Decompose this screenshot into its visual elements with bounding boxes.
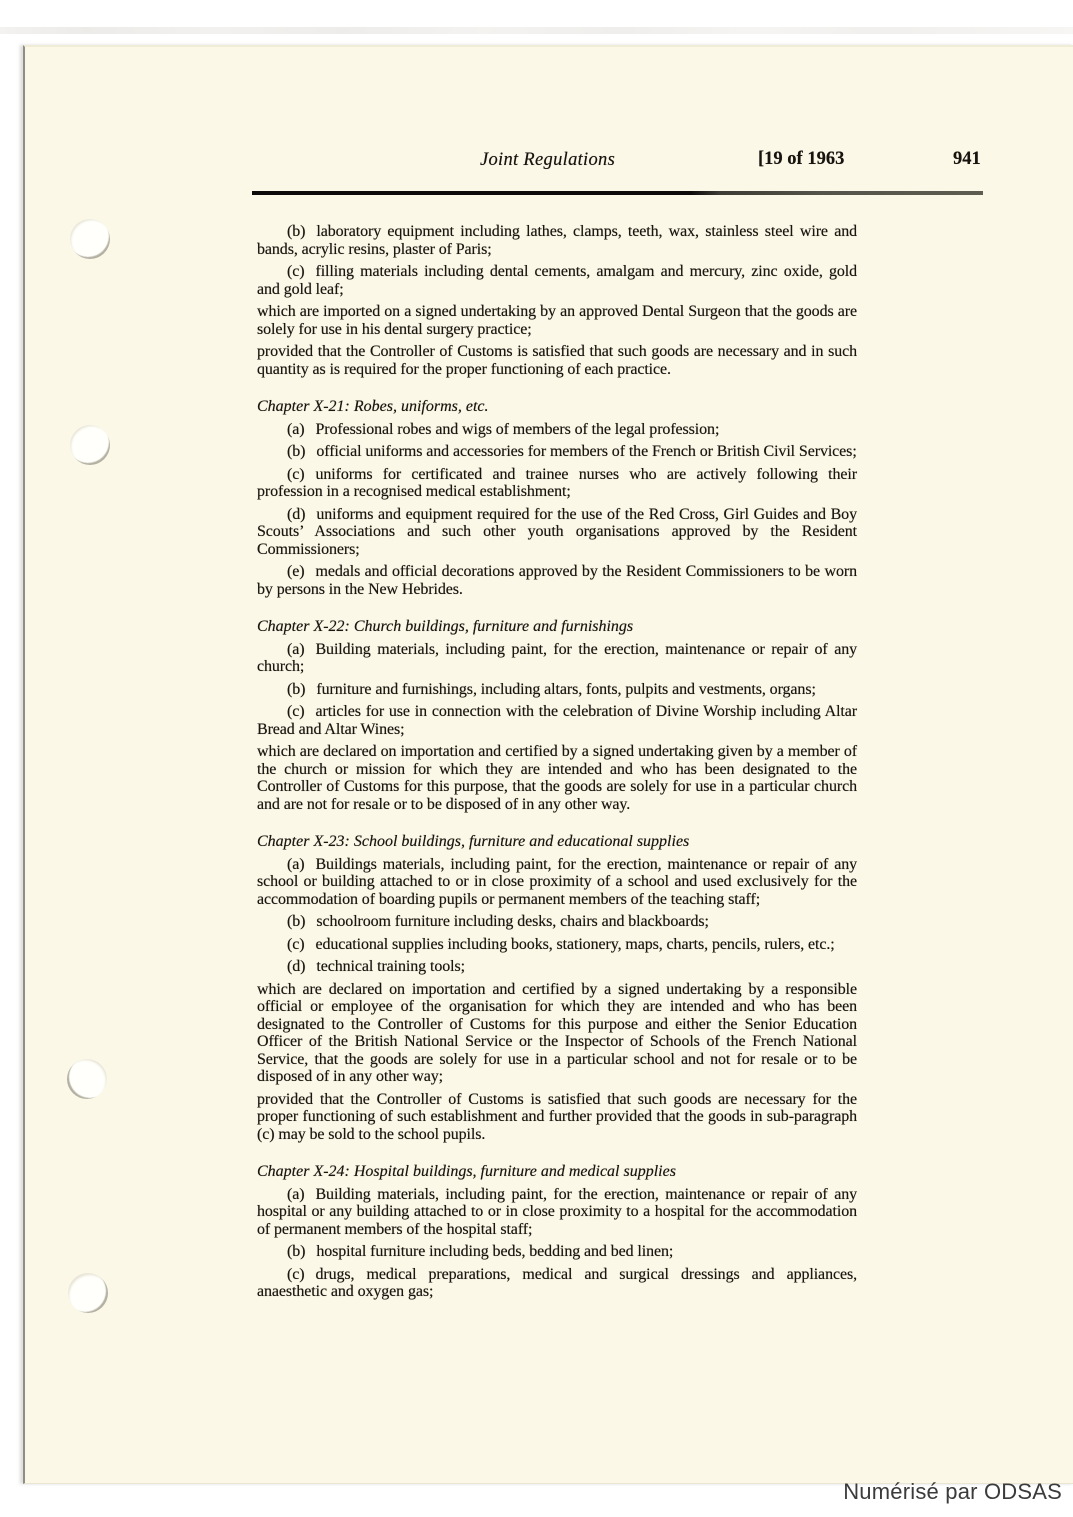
regulation-paragraph: provided that the Controller of Customs is satisfied that such goods are necessary for the proper functioning of such establishment and further provided that the goods in sub-paragraph (c) may be sold to the school pupils.: [257, 1090, 857, 1143]
document-body: [257, 223, 857, 1306]
regulation-paragraph: (b) hospital furniture including beds, bedding and bed linen;: [287, 1243, 674, 1260]
punch-hole: [68, 1273, 108, 1313]
item-label: (a): [287, 640, 305, 658]
item-label: (d): [287, 958, 306, 975]
item-label: (a): [287, 420, 305, 438]
regulation-paragraph: (c) articles for use in connection with the celebration of Divine Worship including Altar Bread and Altar Wines;: [257, 703, 857, 738]
item-label: (c): [287, 465, 305, 483]
regulation-paragraph: (b) furniture and furnishings, including altars, fonts, pulpits and vestments, organs;: [287, 680, 816, 698]
chapter-section: [257, 618, 857, 813]
chapter-heading: Chapter X-24: Hospital buildings, furniture and medical supplies: [257, 1163, 676, 1180]
scan-watermark: Numérisé par ODSAS: [843, 1479, 1062, 1504]
regulation-paragraph: provided that the Controller of Customs is satisfied that such goods are necessary and in such quantity as is required for the proper functioning of each practice.: [257, 343, 857, 378]
item-label: (b): [287, 680, 306, 698]
regulation-paragraph: (c) educational supplies including books, stationery, maps, charts, pencils, rulers, etc.;: [287, 935, 835, 953]
item-label: (a): [287, 1185, 305, 1203]
regulation-paragraph: (b) official uniforms and accessories for members of the French or British Civil Services;: [287, 443, 857, 460]
item-label: (c): [287, 935, 305, 953]
regulation-paragraph: which are imported on a signed undertaking by an approved Dental Surgeon that the goods are solely for use in his dental surgery practice;: [257, 303, 857, 338]
running-title: Joint Regulations: [480, 150, 616, 170]
regulation-paragraph: (c) filling materials including dental cements, amalgam and mercury, zinc oxide, gold and gold leaf;: [257, 263, 857, 298]
punch-hole: [70, 425, 110, 465]
page-number: 941: [953, 149, 981, 169]
regulation-paragraph: (b) schoolroom furniture including desks, chairs and blackboards;: [287, 913, 709, 930]
regulation-paragraph: (d) uniforms and equipment required for the use of the Red Cross, Girl Guides and Boy Scouts’ Associations and such other youth organisations approved by the Resident Commissioners;: [257, 505, 857, 558]
punch-hole: [70, 219, 110, 259]
regulation-paragraph: (a) Buildings materials, including paint, for the erection, maintenance or repair of any school or building attached to or in close proximity of a school and used exclusively for the accommodation of boarding pupils or permanent members of the teaching staff;: [257, 855, 857, 908]
item-label: (e): [287, 563, 305, 580]
regulation-paragraph: which are declared on importation and certified by a signed undertaking given by a member of the church or mission for which they are intended and who has been designated to the Controller of Customs for this purpose, that the goods are solely for use in a particular church and are not for resale or to be disposed of in any other way.: [257, 743, 857, 813]
header-rule: [252, 191, 983, 195]
continued-section: [257, 223, 857, 378]
item-label: (b): [287, 1243, 306, 1260]
regulation-paragraph: (c) uniforms for certificated and trainee nurses who are actively following their profession in a recognised medical establishment;: [257, 465, 857, 500]
item-label: (d): [287, 505, 306, 523]
item-label: (b): [287, 223, 306, 240]
chapter-section: [257, 398, 857, 598]
item-label: (a): [287, 855, 305, 873]
citation-reference: [19 of 1963: [758, 149, 845, 169]
regulation-paragraph: (c) drugs, medical preparations, medical and surgical dressings and appliances, anaesthetic and oxygen gas;: [257, 1265, 857, 1300]
chapter-section: [257, 1163, 857, 1301]
regulation-paragraph: (d) technical training tools;: [287, 958, 465, 975]
punch-hole: [67, 1059, 107, 1099]
scan-artifact-streak: [0, 27, 1073, 34]
regulation-paragraph: which are declared on importation and certified by a signed undertaking by a responsible official or employee of the organisation for which they are intended and who has been designated to the Controller of Customs for this purpose and either the Senior Education Officer of the British National Service or the Inspector of Schools of the French National Service, that the goods are solely for use in a particular school and not for resale or to be disposed of in any other way;: [257, 980, 857, 1085]
item-label: (b): [287, 913, 306, 930]
item-label: (c): [287, 1265, 305, 1283]
regulation-paragraph: (a) Professional robes and wigs of members of the legal profession;: [287, 420, 720, 438]
regulation-paragraph: (b) laboratory equipment including lathes, clamps, teeth, wax, stainless steel wire and bands, acrylic resins, plaster of Paris;: [257, 223, 857, 258]
regulation-paragraph: (a) Building materials, including paint, for the erection, maintenance or repair of any church;: [257, 640, 857, 675]
item-label: (c): [287, 263, 305, 280]
regulation-paragraph: (e) medals and official decorations approved by the Resident Commissioners to be worn by persons in the New Hebrides.: [257, 563, 857, 598]
item-label: (c): [287, 703, 305, 720]
chapter-section: [257, 833, 857, 1143]
chapter-heading: Chapter X-23: School buildings, furniture and educational supplies: [257, 833, 690, 850]
item-label: (b): [287, 443, 306, 460]
chapter-heading: Chapter X-22: Church buildings, furniture and furnishings: [257, 618, 634, 635]
chapter-heading: Chapter X-21: Robes, uniforms, etc.: [257, 398, 489, 415]
document-page: [23, 45, 1073, 1484]
regulation-paragraph: (a) Building materials, including paint, for the erection, maintenance or repair of any hospital or any building attached to or in close proximity to a hospital for the accommodation of permanent members of the hospital staff;: [257, 1185, 857, 1238]
